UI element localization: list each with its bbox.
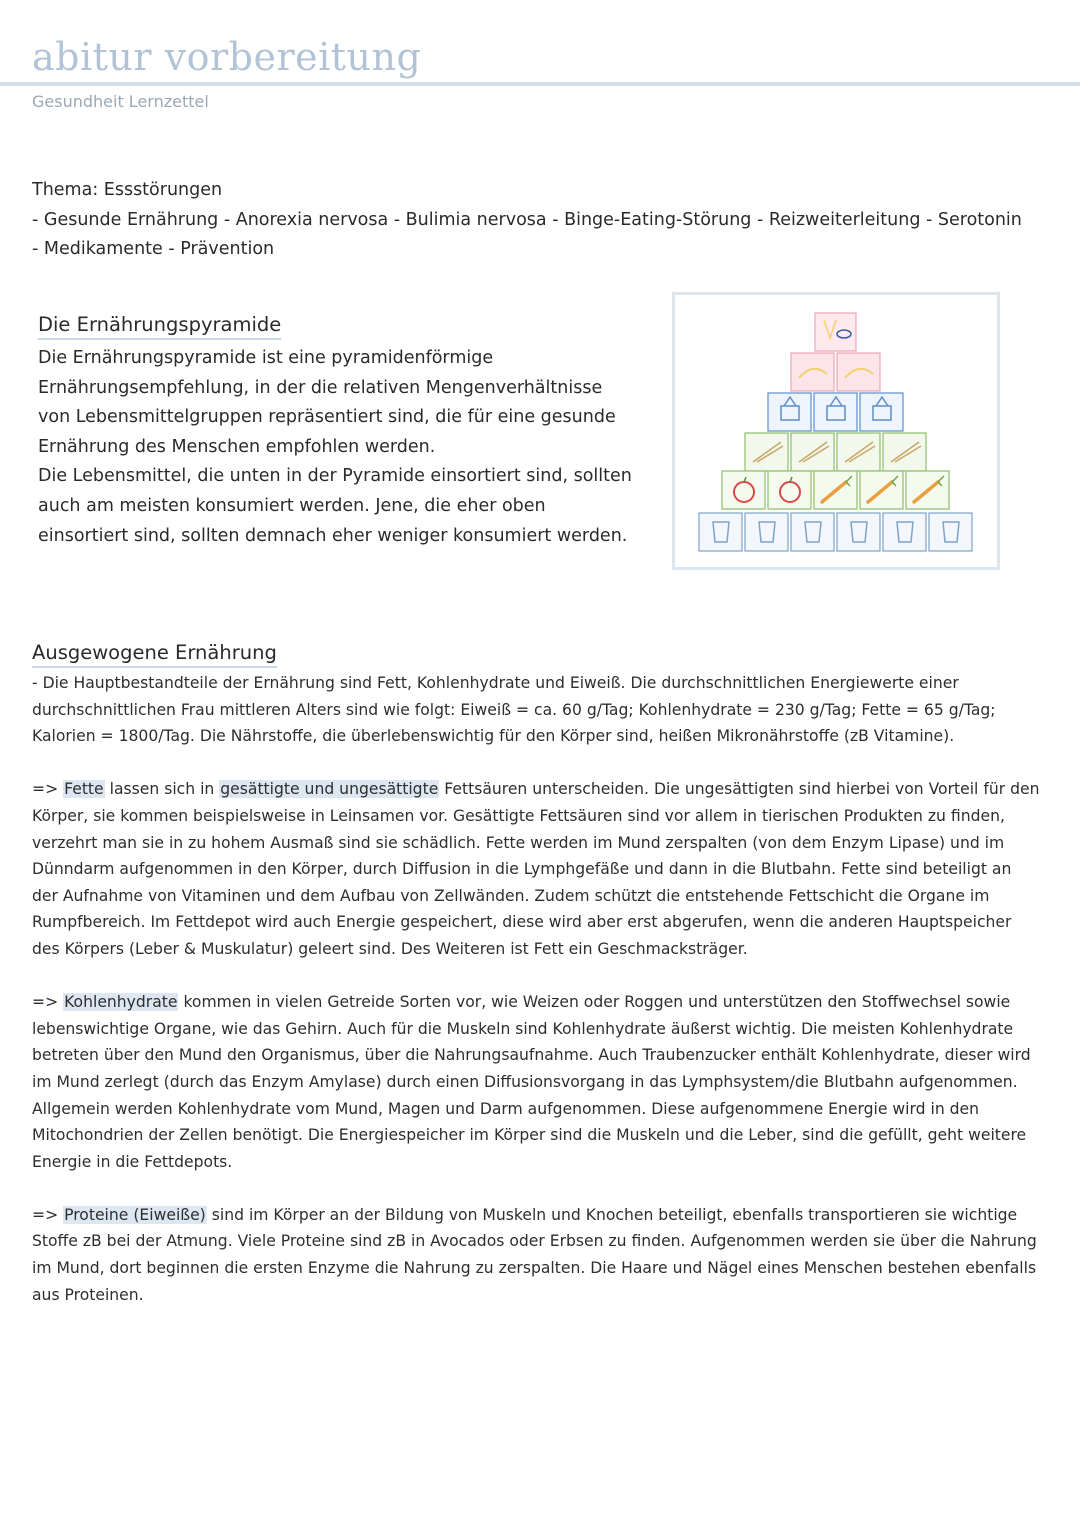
fats-term: Fette [64,780,104,799]
page-subtitle: Gesundheit Lernzettel [32,92,209,111]
pyramid-block [791,513,834,551]
page-title: abitur vorbereitung [32,35,422,79]
pyramid-paragraph-1: Die Ernährungspyramide ist eine pyramidenförmige Ernährungsempfehlung, in der die relativen Mengenverhältnisse von Lebensmittelgruppen repräsentiert sind, die für eine gesunde Ernährung des Menschen empfohlen werden. [38,348,616,457]
topic-list-line-2: - Medikamente - Prävention [32,239,275,259]
carbs-text: kommen in vielen Getreide Sorten vor, wie Weizen oder Roggen und unterstützen den Stoffwechsel sowie lebenswichtige Organe, wie das Gehirn. Auch für die Muskeln sind Kohlenhydrate äußerst wichtig. Die meisten Kohlenhydrate betreten über den Mund den Organismus, über die Nahrungsaufnahme. Auch Traubenzucker enthält Kohlenhydrate, dieser wird im Mund zerlegt (durch das Enzym Amylase) durch einen Diffusionsvorgang in das Lymphsystem/die Blutbahn aufgenommen. Allgemein werden Kohlenhydrate vom Mund, Magen und Darm aufgenommen. Diese aufgenommene Energie wird in den Mitochondrien der Zellen benötigt. Die Energiespeicher im Körper sind die Muskeln und die Leber, sind die gefüllt, geht weitere Energie in die Fettdepots. [32,993,1031,1171]
topic-block [32,176,1062,265]
carbs-paragraph [32,989,1042,1175]
topic-list-line-1: - Gesunde Ernährung - Anorexia nervosa - Bulimia nervosa - Binge-Eating-Störung - Reizweiterleitung - Serotonin [32,209,1022,230]
food-pyramid-illustration [672,292,1000,570]
food-pyramid-drawing [675,295,997,567]
topic-title: Thema: Essstörungen [32,180,223,200]
proteins-text: sind im Körper an der Bildung von Muskeln und Knochen beteiligt, ebenfalls transportieren sie wichtige Stoffe zB bei der Atmung. Viele Proteine sind zB in Avocados oder Erbsen zu finden. Aufgenommen werden sie über die Nahrung im Mund, dort beginnen die ersten Enzyme die Nahrung zu zerspalten. Die Haare und Nägel eines Menschen bestehen ebenfalls aus Proteinen. [32,1205,1037,1304]
arrow-marker: => [32,993,59,1012]
fats-highlight: gesättigte und ungesättigte [220,780,439,799]
pyramid-block [699,513,742,551]
arrow-marker: => [32,1205,59,1224]
fats-text-b: Fettsäuren unterscheiden. Die ungesättigten sind hierbei von Vorteil für den Körper, sie kommen beispielsweise in Leinsamen vor. Gesättigte Fettsäuren sind vor allem in tierischen Produkten zu finden, verzehrt man sie in zu hohem Ausmaß sind sie schädlich. Fette werden im Mund zerspalten (von dem Enzym Lipase) und im Dünndarm aufgenommen in den Körper, durch Diffusion in die Lymphgefäße und dann in die Blutbahn. Fette sind beteiligt an der Aufnahme von Vitaminen und dem Aufbau von Zellwänden. Zudem schützt die entstehende Fettschicht die Organe im Rumpfbereich. Im Fettdepot wird auch Energie gespeichert, diese wird aber erst abgerufen, wenn die anderen Hauptspeicher des Körpers (Leber & Muskulatur) geleert sind. Des Weiteren ist Fett ein Geschmacksträger. [32,780,1040,958]
carbs-term: Kohlenhydrate [64,993,178,1012]
pyramid-paragraph-2: Die Lebensmittel, die unten in der Pyramide einsortiert sind, sollten auch am meisten konsumiert werden. Jene, die eher oben einsortiert sind, sollten demnach eher weniger konsumiert werden. [38,466,632,546]
balanced-heading: Ausgewogene Ernährung [32,640,277,668]
pyramid-block [745,513,788,551]
pyramid-heading: Die Ernährungspyramide [38,312,281,340]
pyramid-block [837,353,880,391]
balanced-diet-section [32,640,1042,1335]
pyramid-block [791,353,834,391]
proteins-term: Proteine (Eiweiße) [64,1205,206,1224]
pyramid-block [883,513,926,551]
balanced-intro: - Die Hauptbestandteile der Ernährung sind Fett, Kohlenhydrate und Eiweiß. Die durchschnittlichen Energiewerte einer durchschnittlichen Frau mittleren Alters sind wie folgt: Eiweiß = ca. 60 g/Tag; Kohlenhydrate = 230 g/Tag; Fette = 65 g/Tag; Kalorien = 1800/Tag. Die Nährstoffe, die überlebenswichtig für den Körper sind, heißen Mikronährstoffe (zB Vitamine). [32,674,996,746]
pyramid-section [38,312,638,551]
pyramid-block [768,471,811,509]
pyramid-block [722,471,765,509]
proteins-paragraph [32,1202,1042,1308]
fats-text-a: lassen sich in [109,780,215,799]
fats-paragraph [32,776,1042,962]
arrow-marker: => [32,780,59,799]
pyramid-block [837,513,880,551]
title-divider [0,82,1080,86]
pyramid-block [929,513,972,551]
